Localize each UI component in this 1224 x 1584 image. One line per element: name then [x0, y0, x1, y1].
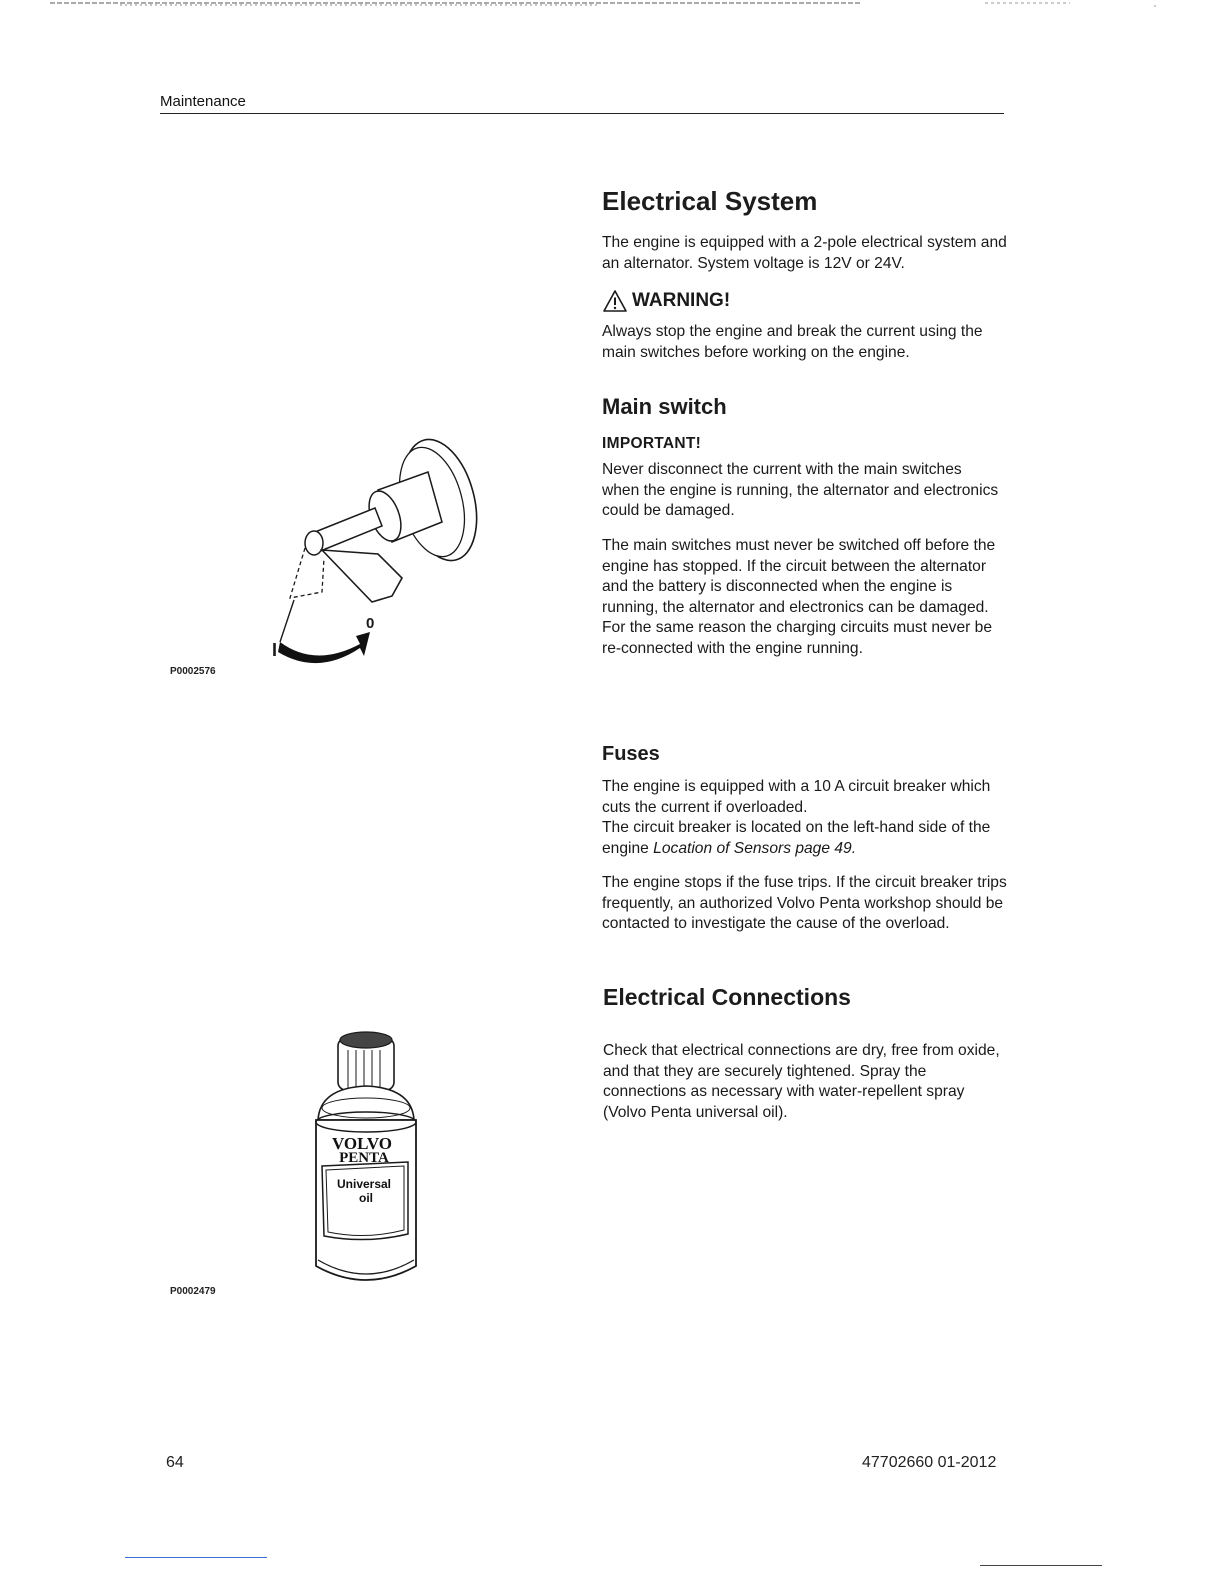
can-product-line-1: Universal	[336, 1177, 392, 1191]
header-rule	[160, 113, 1004, 114]
document-reference: 47702660 01-2012	[862, 1454, 997, 1471]
scan-artifact-top	[0, 0, 1224, 12]
main-switch-para-1: Never disconnect the current with the main switches when the engine is running, the alternator and electronics could be damaged.	[602, 461, 999, 519]
running-header: Maintenance	[160, 93, 246, 110]
fuses-para-2: The engine stops if the fuse trips. If the circuit breaker trips frequently, an authorized Volvo Penta workshop should be contacted to investigate the cause of the overload.	[602, 874, 1007, 932]
figure-code-switch: P0002576	[170, 666, 216, 677]
rotation-arrow-icon	[278, 632, 370, 663]
main-switch-para-2: The main switches must never be switched off before the engine has stopped. If the circuit between the alternator and the battery is disconnected when the engine is running, the alternator and electronics can be damaged. For the same reason the charging circuits must never be re-connected with the engine running.	[602, 537, 996, 657]
fuses-para-1	[602, 777, 1002, 859]
connections-heading: Electrical Connections	[603, 984, 851, 1010]
can-brand-line-2: PENTA	[339, 1150, 389, 1166]
universal-oil-can-illustration	[300, 1030, 430, 1295]
warning-text: Always stop the engine and break the current using the main switches before working on the engine.	[602, 323, 983, 361]
page-title: Electrical System	[602, 186, 818, 216]
main-switch-heading: Main switch	[602, 394, 727, 419]
switch-label-on: I	[272, 640, 278, 660]
important-label: IMPORTANT!	[602, 435, 702, 452]
bottom-link-underline	[125, 1557, 267, 1558]
sensor-location-reference: Location of Sensors page 49.	[653, 839, 857, 857]
warning-heading	[602, 289, 730, 313]
bottom-rule	[980, 1565, 1102, 1566]
can-brand-line-1: VOLVO	[331, 1134, 393, 1153]
figure-code-oil-can: P0002479	[170, 1286, 216, 1297]
can-product-line-2: oil	[359, 1191, 373, 1205]
warning-label: WARNING!	[632, 290, 731, 311]
switch-label-off: 0	[366, 615, 375, 632]
fuses-heading: Fuses	[602, 743, 660, 765]
main-switch-illustration	[260, 430, 490, 680]
fuses-para-1-line-2: The circuit breaker is located on the left-hand side of the engine	[602, 819, 991, 857]
intro-paragraph: The engine is equipped with a 2-pole electrical system and an alternator. System voltage is 12V or 24V.	[602, 234, 1007, 272]
page-number: 64	[166, 1454, 184, 1471]
fuses-para-1-line-1: The engine is equipped with a 10 A circuit breaker which cuts the current if overloaded.	[602, 778, 991, 816]
warning-triangle-icon	[602, 289, 628, 313]
connections-text: Check that electrical connections are dry, free from oxide, and that they are securely tightened. Spray the connections as necessary with water-repellent spray (Volvo Penta universal oil).	[603, 1042, 1000, 1121]
